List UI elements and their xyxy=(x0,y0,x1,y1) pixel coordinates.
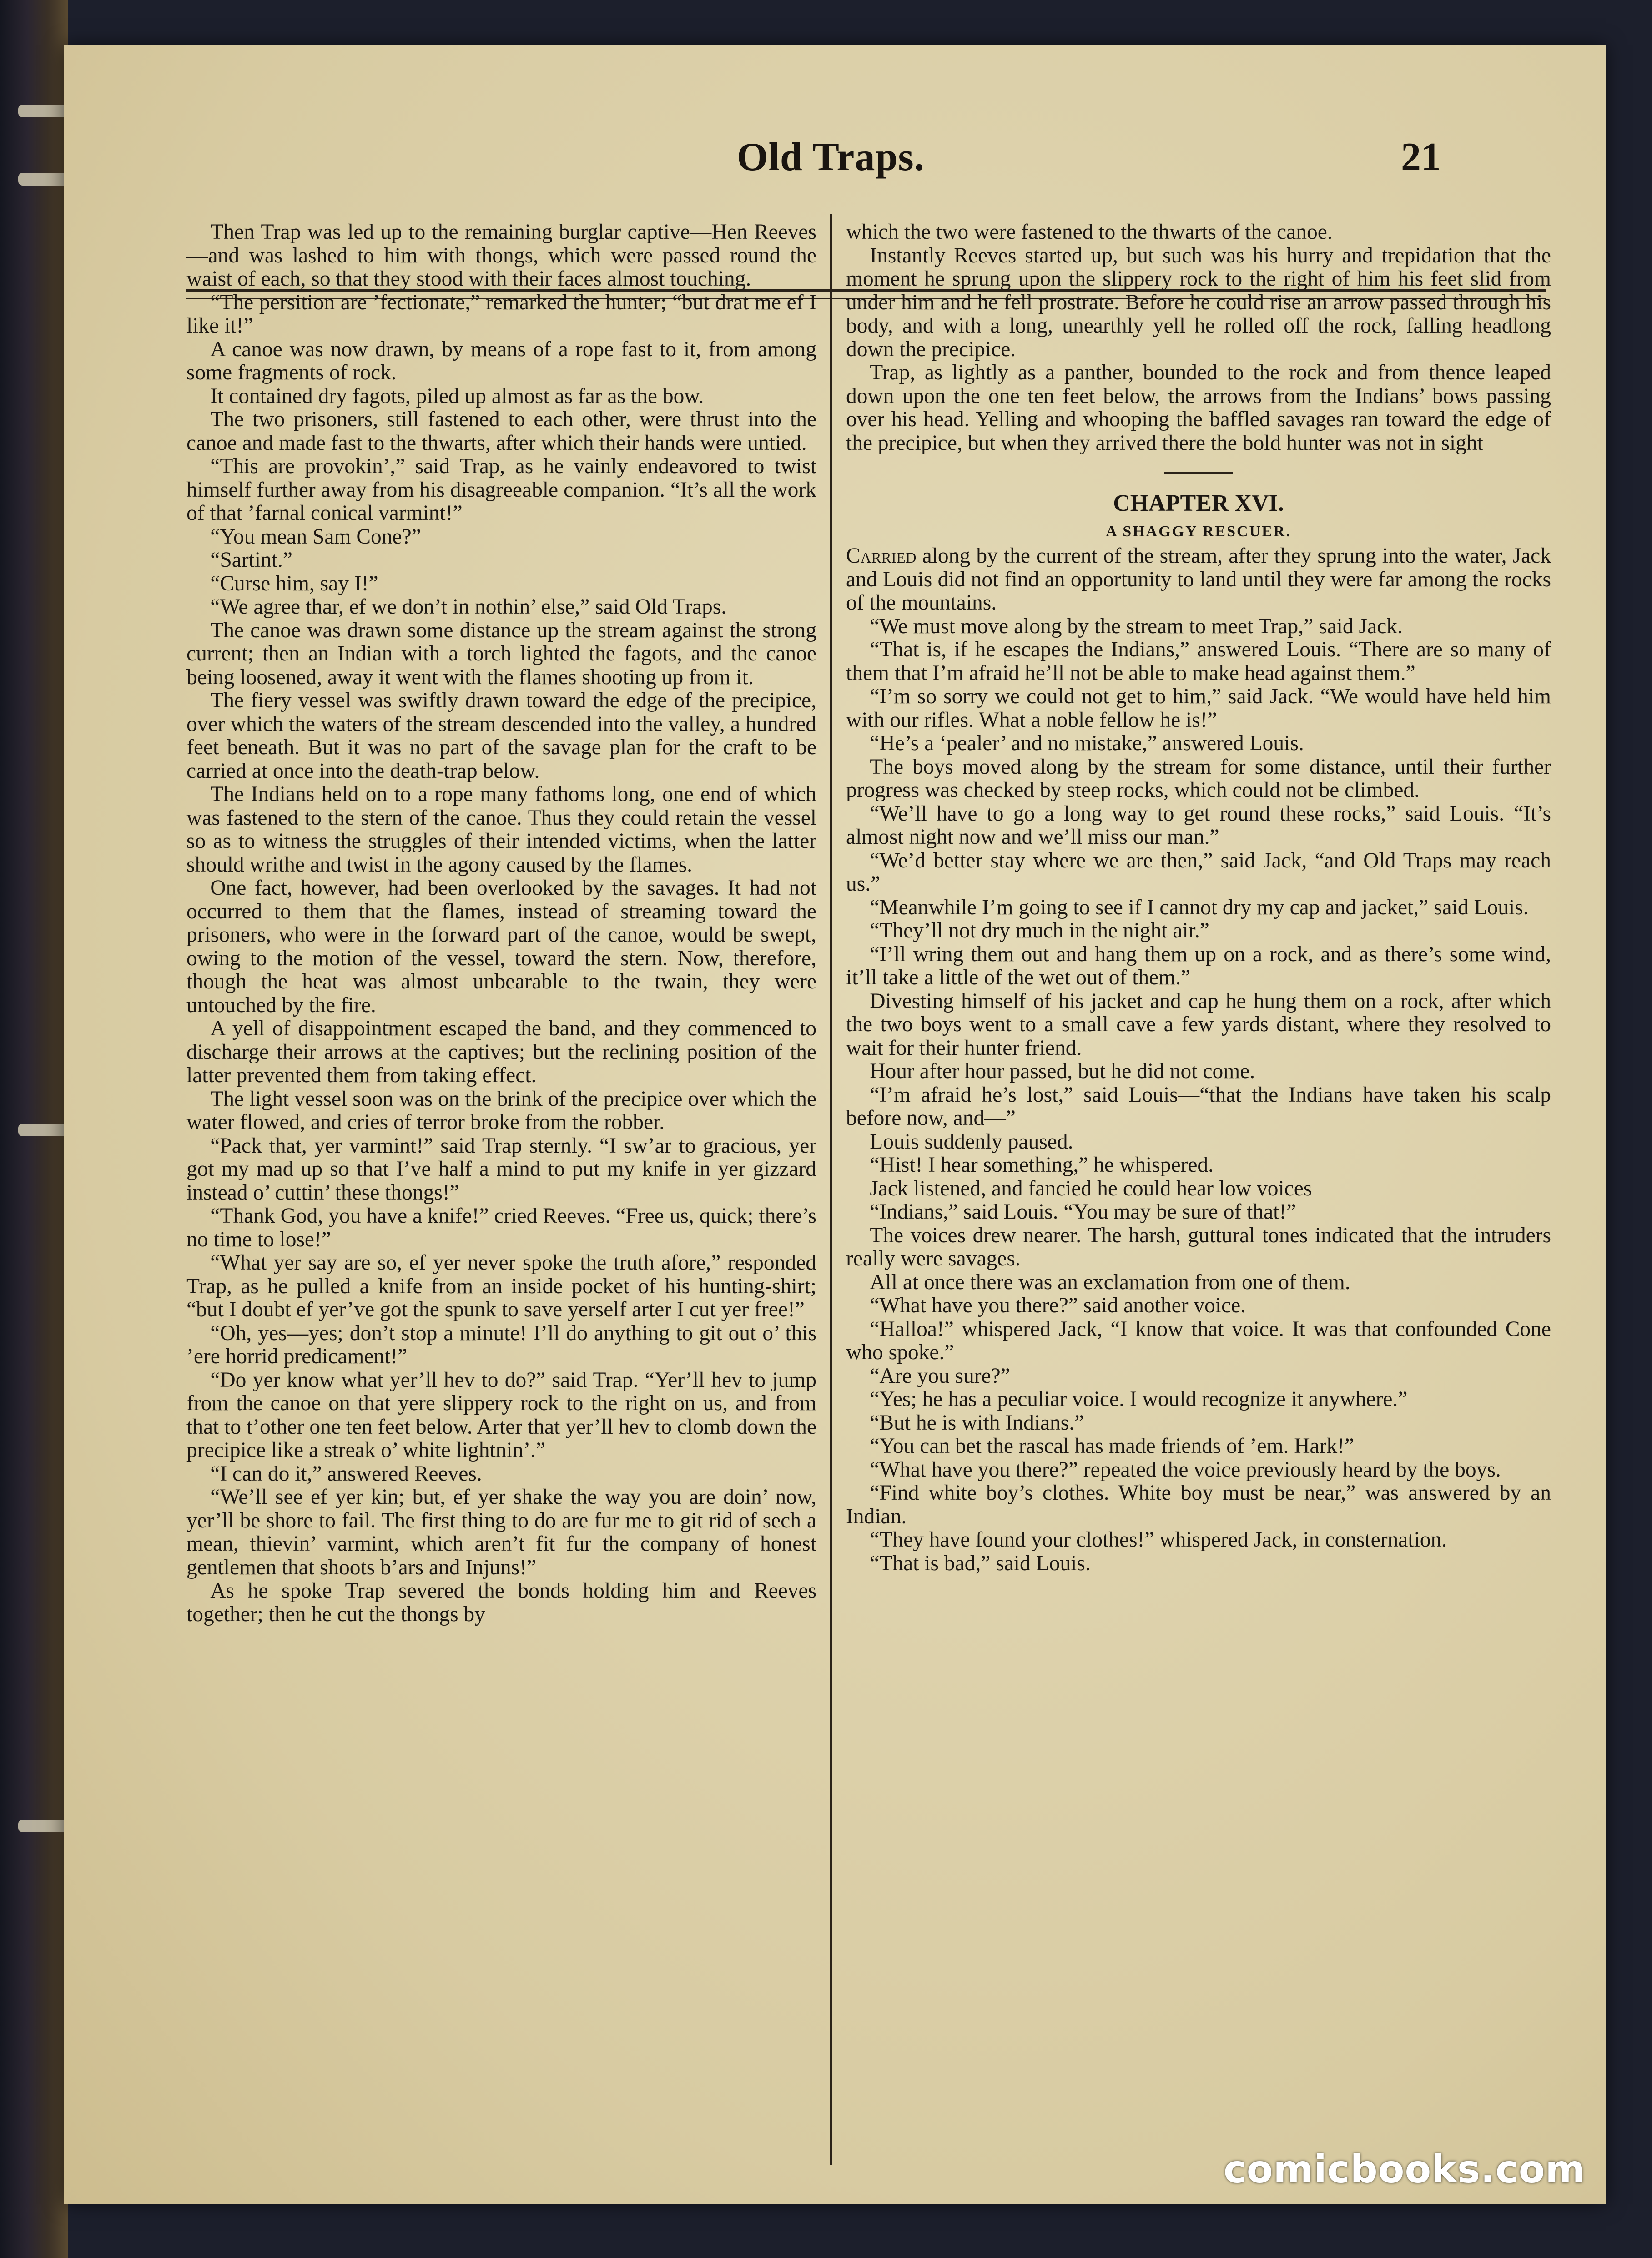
paragraph: “The persition are ’fectionate,” remarked the hunter; “but drat me ef I like it!” xyxy=(186,290,816,338)
paragraph: “They have found your clothes!” whispered Jack, in consternation. xyxy=(870,1528,1447,1552)
watermark: comicbooks.com xyxy=(1224,2147,1586,2192)
paragraph: “I’ll wring them out and hang them up on a rock, and as there’s some wind, it’ll take a little of the wet out of them.” xyxy=(846,942,1551,989)
paragraph: “Pack that, yer varmint!” said Trap sternly. “I sw’ar to gracious, yer got my mad up so that I’ve half a mind to put my knife in yer gizzard instead o’ cuttin’ these thongs!” xyxy=(186,1134,816,1205)
paragraph: “Find white boy’s clothes. White boy must be near,” was answered by an Indian. xyxy=(846,1481,1551,1528)
section-rule xyxy=(1164,472,1233,474)
paragraph: “You can bet the rascal has made friends of ’em. Hark!” xyxy=(870,1434,1355,1458)
paragraph: The canoe was drawn some distance up the stream against the strong current; then an Indian with a torch lighted the fagots, and the canoe being loosened, away it went with the flames shooting up from it. xyxy=(186,618,816,689)
paragraph: “Oh, yes—yes; don’t stop a minute! I’ll do anything to git out o’ this ’ere horrid predicament!” xyxy=(186,1321,816,1368)
right-column xyxy=(846,221,1551,2186)
paragraph: “Do yer know what yer’ll hev to do?” said Trap. “Yer’ll hev to jump from the canoe on that yere slippery rock to the right on us, and from that to t’other one ten feet below. Arter that yer’ll hev to clomb down the precipice like a streak o’ white lightnin’.” xyxy=(186,1368,816,1462)
paragraph: “This are provokin’,” said Trap, as he vainly endeavored to twist himself further away from his disagreeable companion. “It’s all the work of that ’farnal conical varmint!” xyxy=(186,454,816,525)
paragraph: “You mean Sam Cone?” xyxy=(210,524,421,549)
chapter-body xyxy=(846,615,1551,1576)
magazine-page xyxy=(64,45,1606,2204)
paragraph: “He’s a ‘pealer’ and no mistake,” answered Louis. xyxy=(870,731,1304,755)
paragraph: Trap, as lightly as a panther, bounded to the rock and from thence leaped down upon the one ten feet below, the arrows from the Indians’ bows passing over his head. Yelling and whooping the baffled savages ran toward the edge of the precipice, but when they arrived there the bold hunter was not in sight xyxy=(846,361,1551,455)
paragraph: “That is, if he escapes the Indians,” answered Louis. “There are so many of them that I’m afraid he’ll not be able to make head against them.” xyxy=(846,638,1551,685)
paragraph: Instantly Reeves started up, but such was his hurry and trepidation that the moment he sprung upon the slippery rock to the right of him his feet slid from under him and he fell prostrate. Before he could rise an arrow passed through his body, and with a long, unearthly yell he rolled off the rock, falling headlong down the precipice. xyxy=(846,243,1551,361)
paragraph: “Hist! I hear something,” he whispered. xyxy=(870,1153,1214,1177)
paragraph: “Meanwhile I’m going to see if I cannot dry my cap and jacket,” said Louis. xyxy=(870,895,1529,919)
chapter-lead-text: along by the current of the stream, after they sprung into the water, Jack and Louis did not find an opportunity to land until they were far among the rocks of the mountains. xyxy=(846,544,1551,615)
page-number: 21 xyxy=(1401,135,1441,179)
book-binding xyxy=(0,0,68,2258)
paragraph: The voices drew nearer. The harsh, guttural tones indicated that the intruders really were savages. xyxy=(846,1223,1551,1270)
paragraph: “What have you there?” repeated the voice previously heard by the boys. xyxy=(870,1457,1501,1482)
paragraph: “Sartint.” xyxy=(210,548,292,572)
paragraph: “But he is with Indians.” xyxy=(870,1411,1084,1435)
paragraph: As he spoke Trap severed the bonds holding him and Reeves together; then he cut the thongs by xyxy=(186,1579,816,1626)
paragraph: The fiery vessel was swiftly drawn toward the edge of the precipice, over which the waters of the stream descended into the valley, a hundred feet beneath. But it was no part of the savage plan for the craft to be carried at once into the death-trap below. xyxy=(186,689,816,783)
paragraph: “Indians,” said Louis. “You may be sure of that!” xyxy=(870,1200,1296,1224)
page-header xyxy=(64,134,1606,225)
chapter-subtitle: A SHAGGY RESCUER. xyxy=(1106,523,1291,540)
paragraph: One fact, however, had been overlooked by the savages. It had not occurred to them that the flames, instead of streaming toward the prisoners, who were in the forward part of the canoe, would be swept, owing to the motion of the vessel, toward the stern. Now, therefore, though the heat was almost unbearable to the twain, they were untouched by the fire. xyxy=(186,876,816,1017)
chapter-title: CHAPTER XVI. xyxy=(1113,490,1284,516)
paragraph: “Halloa!” whispered Jack, “I know that voice. It was that confounded Cone who spoke.” xyxy=(846,1317,1551,1364)
column-divider xyxy=(830,214,832,2165)
paragraph: “We agree thar, ef we don’t in nothin’ else,” said Old Traps. xyxy=(210,595,727,619)
running-title: Old Traps. xyxy=(737,135,925,179)
paragraph: “What yer say are so, ef yer never spoke the truth afore,” responded Trap, as he pulled a knife from an inside pocket of his hunting-shirt; “but I doubt ef yer’ve got the spunk to save yerself arter I cut yer free!” xyxy=(186,1251,816,1321)
paragraph: Then Trap was led up to the remaining burglar captive—Hen Reeves—and was lashed to him with thongs, which were passed round the waist of each, so that they stood with their faces almost touching. xyxy=(186,221,816,291)
paragraph: “Yes; he has a peculiar voice. I would recognize it anywhere.” xyxy=(870,1387,1408,1411)
paragraph: “I’m afraid he’s lost,” said Louis—“that the Indians have taken his scalp before now, and—” xyxy=(846,1083,1551,1130)
right-column-continuation xyxy=(846,221,1551,455)
paragraph: “Thank God, you have a knife!” cried Reeves. “Free us, quick; there’s no time to lose!” xyxy=(186,1204,816,1251)
paragraph: The Indians held on to a rope many fathoms long, one end of which was fastened to the stern of the canoe. Thus they could retain the vessel so as to witness the struggles of their intended victims, when the latter should writhe and twist in the agony caused by the flames. xyxy=(186,782,816,877)
paragraph: Jack listened, and fancied he could hear low voices xyxy=(870,1176,1312,1200)
chapter-lead-word: Carried xyxy=(846,544,917,568)
paragraph: “That is bad,” said Louis. xyxy=(870,1551,1091,1575)
paragraph: “We must move along by the stream to meet Trap,” said Jack. xyxy=(870,614,1403,638)
paragraph: which the two were fastened to the thwarts of the canoe. xyxy=(846,221,1333,244)
paragraph: “I can do it,” answered Reeves. xyxy=(210,1462,482,1486)
paragraph: “What have you there?” said another voice. xyxy=(870,1294,1246,1317)
paragraph: “They’ll not dry much in the night air.” xyxy=(870,919,1209,943)
paragraph: All at once there was an exclamation from one of them. xyxy=(870,1270,1350,1294)
paragraph: “We’d better stay where we are then,” said Jack, “and Old Traps may reach us.” xyxy=(846,848,1551,896)
paragraph: A yell of disappointment escaped the band, and they commenced to discharge their arrows at the captives; but the reclining position of the latter prevented them from taking effect. xyxy=(186,1017,816,1087)
paragraph: A canoe was now drawn, by means of a rope fast to it, from among some fragments of rock. xyxy=(186,337,816,384)
paragraph: The light vessel soon was on the brink of the precipice over which the water flowed, and cries of terror broke from the robber. xyxy=(186,1087,816,1134)
paragraph: Louis suddenly paused. xyxy=(870,1129,1073,1154)
paragraph: The boys moved along by the stream for some distance, until their further progress was checked by steep rocks, which could not be climbed. xyxy=(846,755,1551,802)
paragraph: “Curse him, say I!” xyxy=(210,571,378,595)
paragraph: “I’m so sorry we could not get to him,” said Jack. “We would have held him with our rifles. What a noble fellow he is!” xyxy=(846,685,1551,732)
paragraph: It contained dry fagots, piled up almost as far as the bow. xyxy=(210,384,704,408)
paragraph: The two prisoners, still fastened to each other, were thrust into the canoe and made fast to the thwarts, after which their hands were untied. xyxy=(186,408,816,455)
chapter-opening-paragraph xyxy=(846,544,1551,615)
paragraph: “We’ll see ef yer kin; but, ef yer shake the way you are doin’ now, yer’ll be shore to fail. The first thing to do are fur me to git rid of sech a mean, thievin’ varmint, which aren’t fit fur the company of honest gentlemen that shoots b’ars and Injuns!” xyxy=(186,1485,816,1579)
paragraph: Divesting himself of his jacket and cap he hung them on a rock, after which the two boys went to a small cave a few yards distant, where they resolved to wait for their hunter friend. xyxy=(846,989,1551,1060)
left-column xyxy=(186,221,816,2186)
paragraph: Hour after hour passed, but he did not come. xyxy=(870,1059,1255,1083)
paragraph: “We’ll have to go a long way to get round these rocks,” said Louis. “It’s almost night now and we’ll miss our man.” xyxy=(846,801,1551,849)
paragraph: “Are you sure?” xyxy=(870,1364,1010,1388)
